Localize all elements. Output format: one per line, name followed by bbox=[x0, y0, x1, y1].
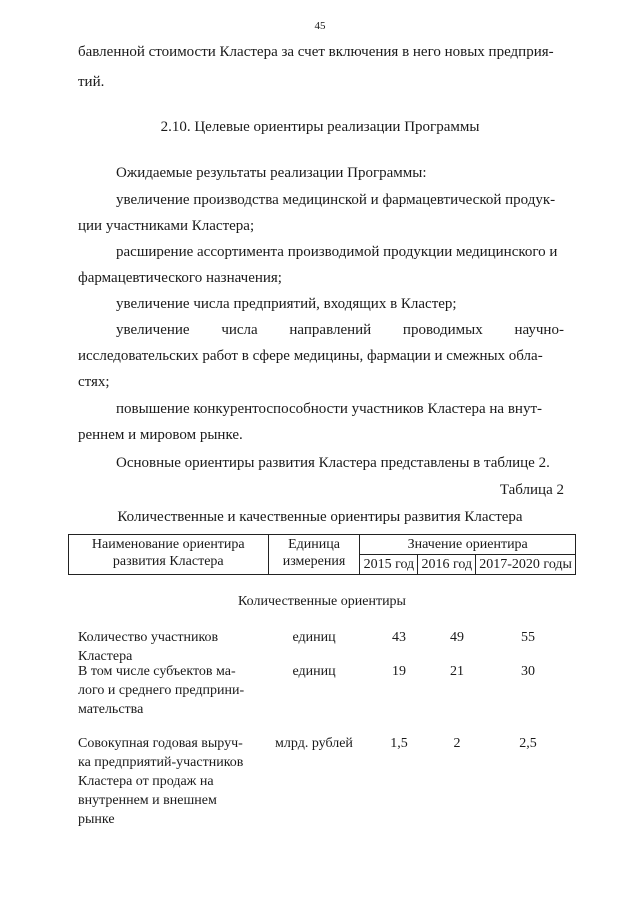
word: научно- bbox=[514, 322, 564, 338]
result-item: расширение ассортимента производимой продукции медицинского и bbox=[116, 244, 558, 260]
table-header bbox=[68, 534, 576, 575]
result-item: увеличение числа предприятий, входящих в Кластер; bbox=[116, 296, 457, 312]
result-item-continuation: ции участниками Кластера; bbox=[78, 218, 255, 234]
word: увеличение bbox=[116, 322, 190, 338]
header-year-2017-2020: 2017-2020 годы bbox=[476, 555, 576, 575]
row-unit: млрд. рублей bbox=[275, 736, 353, 751]
page-number: 45 bbox=[314, 20, 326, 32]
row-name-line: Совокупная годовая выруч- bbox=[78, 736, 243, 751]
table-label: Таблица 2 bbox=[499, 482, 564, 498]
row-name bbox=[78, 734, 270, 829]
row-value-2015: 1,5 bbox=[390, 736, 408, 751]
header-year-2016: 2016 год bbox=[418, 555, 476, 575]
row-name bbox=[78, 662, 270, 719]
row-unit: единиц bbox=[292, 630, 336, 645]
row-value-2016: 2 bbox=[453, 736, 461, 751]
row-name-line: мательства bbox=[78, 702, 144, 717]
row-value-2016: 49 bbox=[450, 630, 464, 645]
row-value-2017-2020: 2,5 bbox=[519, 736, 537, 751]
row-name-line: Количество участников bbox=[78, 630, 219, 645]
row-value-2017-2020: 55 bbox=[521, 630, 535, 645]
result-item-continuation: реннем и мировом рынке. bbox=[78, 427, 243, 443]
row-name bbox=[78, 628, 270, 666]
row-name-line: рынке bbox=[78, 812, 115, 827]
row-name-line: Кластера bbox=[78, 649, 133, 664]
row-value-2017-2020: 30 bbox=[521, 664, 535, 679]
header-name: Наименование ориентира развития Кластера bbox=[69, 535, 269, 575]
row-name-line: лого и среднего предприни- bbox=[78, 683, 245, 698]
results-intro: Ожидаемые результаты реализации Программы: bbox=[116, 165, 427, 181]
row-unit: единиц bbox=[292, 664, 336, 679]
header-year-2015: 2015 год bbox=[360, 555, 418, 575]
row-value-2016: 21 bbox=[450, 664, 464, 679]
header-unit: Единица измерения bbox=[268, 535, 360, 575]
result-item: повышение конкурентоспособности участников Кластера на внут- bbox=[116, 401, 542, 417]
table-section-title: Количественные ориентиры bbox=[238, 594, 406, 609]
row-name-line: внутреннем и внешнем bbox=[78, 793, 217, 808]
result-item-continuation: фармацевтического назначения; bbox=[78, 270, 282, 286]
row-name-line: В том числе субъектов ма- bbox=[78, 664, 236, 679]
word: проводимых bbox=[402, 322, 483, 338]
word: направлений bbox=[289, 322, 372, 338]
table-caption: Количественные и качественные ориентиры развития Кластера bbox=[117, 509, 523, 525]
paragraph-continuation-line: тий. bbox=[78, 74, 105, 90]
row-name-line: Кластера от продаж на bbox=[78, 774, 214, 789]
table-reference: Основные ориентиры развития Кластера представлены в таблице 2. bbox=[116, 455, 550, 471]
row-value-2015: 19 bbox=[392, 664, 406, 679]
row-value-2015: 43 bbox=[392, 630, 406, 645]
result-item-continuation: стях; bbox=[78, 374, 110, 390]
row-name-line: ка предприятий-участников bbox=[78, 755, 244, 770]
result-item: увеличение производства медицинской и фармацевтической продук- bbox=[116, 192, 556, 208]
header-value: Значение ориентира bbox=[360, 535, 576, 555]
section-title: 2.10. Целевые ориентиры реализации Программы bbox=[160, 119, 480, 135]
result-item-justified bbox=[116, 320, 564, 340]
word: числа bbox=[221, 322, 258, 338]
result-item-continuation: исследовательских работ в сфере медицины, фармации и смежных обла- bbox=[78, 348, 543, 364]
paragraph-continuation-line: бавленной стоимости Кластера за счет включения в него новых предприя- bbox=[78, 44, 554, 60]
